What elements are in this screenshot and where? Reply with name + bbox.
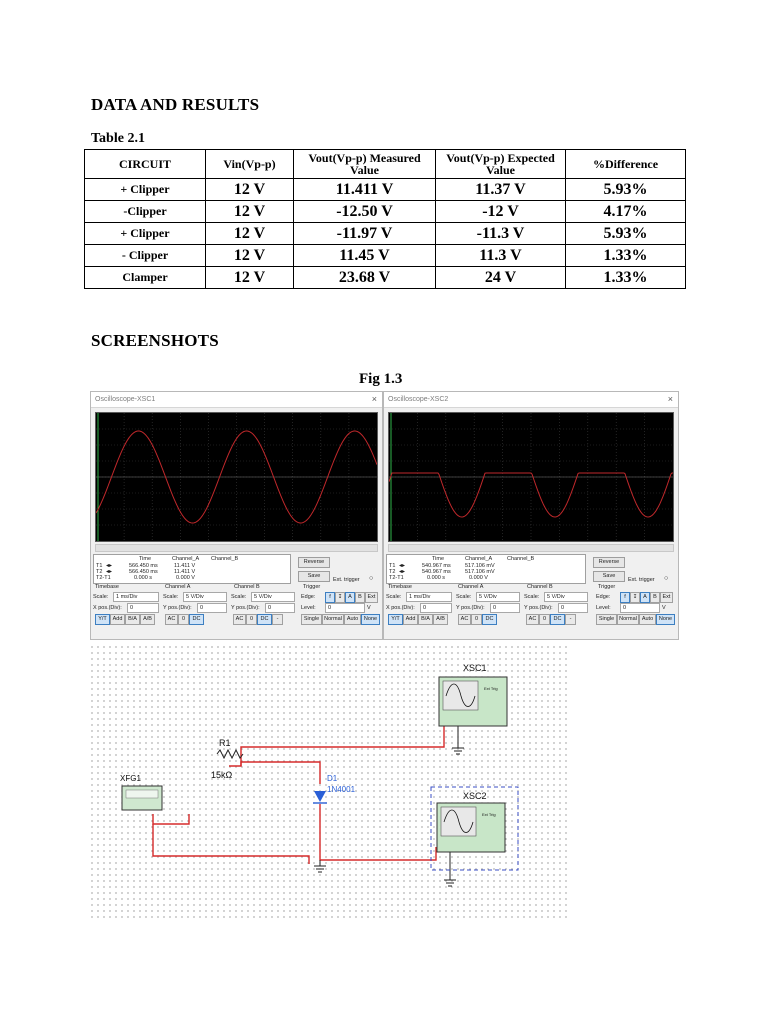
timebase-xpos-field[interactable]: 0 <box>127 603 159 613</box>
trigger-auto-button[interactable]: Auto <box>344 614 361 625</box>
table-cell: 1.33% <box>566 267 686 289</box>
readout-value: 11.411 V <box>174 563 196 569</box>
channel-a-ac-button[interactable]: AC <box>458 614 471 625</box>
field-label: Level: <box>596 605 611 611</box>
mode-add-button[interactable]: Add <box>403 614 418 625</box>
oscilloscope-xsc1-window[interactable] <box>90 391 383 640</box>
field-label: Scale: <box>93 594 109 600</box>
trigger-falling-edge-button[interactable]: ↧ <box>335 592 345 603</box>
resistor-r1-symbol[interactable] <box>217 750 243 758</box>
trigger-normal-button[interactable]: Normal <box>617 614 639 625</box>
readout-label: T2 <box>389 569 396 575</box>
readout-value: 0.000 s <box>427 575 446 581</box>
xsc1-label: XSC1 <box>463 663 487 673</box>
table-cell: 12 V <box>206 267 294 289</box>
table-row <box>85 179 686 201</box>
save-button[interactable]: Save <box>593 571 625 582</box>
readout-label: T1 <box>389 563 396 569</box>
trigger-source-ext-button[interactable]: Ext <box>365 592 378 603</box>
field-label: Scale: <box>456 594 472 600</box>
field-label: Scale: <box>386 594 402 600</box>
timebase-xpos-field[interactable]: 0 <box>420 603 452 613</box>
window-titlebar[interactable] <box>384 392 678 408</box>
trigger-source-ext-button[interactable]: Ext <box>660 592 673 603</box>
control-panel <box>386 554 676 637</box>
reverse-button[interactable]: Reverse <box>593 557 625 568</box>
channel-a-label: Channel A <box>458 584 484 590</box>
table-cell: 11.411 V <box>294 179 436 201</box>
readout-value: 566.450 ms <box>129 569 158 575</box>
close-icon[interactable]: × <box>371 394 377 404</box>
scope-plot-xsc2 <box>389 413 673 541</box>
trigger-single-button[interactable]: Single <box>596 614 617 625</box>
field-unit: V <box>662 605 666 611</box>
channel-b-scale-field[interactable]: 5 V/Div <box>251 592 295 602</box>
table-cell: -12 V <box>436 201 566 223</box>
mode-yt-button[interactable]: Y/T <box>388 614 403 625</box>
scope-plot-xsc1 <box>96 413 377 541</box>
field-label: Edge: <box>596 594 611 600</box>
channel-b-scale-field[interactable]: 5 V/Div <box>544 592 588 602</box>
channel-b-zero-button[interactable]: 0 <box>539 614 550 625</box>
r1-value-label: 15kΩ <box>211 770 233 780</box>
cursor-arrows-icon[interactable]: ◂▸ <box>399 569 406 575</box>
wire-node-to-diode <box>241 762 320 784</box>
trigger-auto-button[interactable]: Auto <box>639 614 656 625</box>
field-label: Y pos.(Div): <box>231 605 260 611</box>
window-title: Oscilloscope-XSC2 <box>388 396 449 403</box>
trigger-single-button[interactable]: Single <box>301 614 322 625</box>
readout-header: Channel_B <box>211 556 239 562</box>
readout-value: 517.106 mV <box>465 563 495 569</box>
channel-a-ac-button[interactable]: AC <box>165 614 178 625</box>
channel-a-scale-field[interactable]: 5 V/Div <box>183 592 227 602</box>
readout-value: 540.967 ms <box>422 563 451 569</box>
ground-icon <box>452 726 464 754</box>
readout-value: 11.411 V <box>174 569 196 575</box>
ext-trigger-label: Ext. trigger <box>628 577 655 583</box>
trigger-rising-edge-button[interactable]: f <box>325 592 335 603</box>
table-cell: 24 V <box>436 267 566 289</box>
table-row <box>85 267 686 289</box>
table-cell: Clamper <box>85 267 206 289</box>
d1-label: D1 <box>327 774 338 783</box>
trigger-label: Trigger <box>598 584 616 590</box>
readout-value: 540.967 ms <box>422 569 451 575</box>
table-caption: Table 2.1 <box>91 131 145 146</box>
readout-value: 0.000 V <box>176 575 195 581</box>
readout-header: Time <box>432 556 445 562</box>
table-header: Vin(Vp-p) <box>206 150 294 179</box>
channel-a-dc-button[interactable]: DC <box>189 614 204 625</box>
field-unit: V <box>367 605 371 611</box>
table-row <box>85 245 686 267</box>
table-cell: 5.93% <box>566 223 686 245</box>
channel-a-zero-button[interactable]: 0 <box>471 614 482 625</box>
table-cell: 11.37 V <box>436 179 566 201</box>
save-button[interactable]: Save <box>298 571 330 582</box>
timebase-scale-field[interactable]: 1 ms/Div <box>406 592 452 602</box>
channel-b-minus-button[interactable]: - <box>565 614 576 625</box>
field-label: Y pos.(Div): <box>163 605 192 611</box>
mode-ba-button[interactable]: B/A <box>418 614 433 625</box>
channel-b-ypos-field[interactable]: 0 <box>558 603 588 613</box>
trigger-none-button[interactable]: None <box>656 614 675 625</box>
channel-b-ac-button[interactable]: AC <box>526 614 539 625</box>
table-cell: - Clipper <box>85 245 206 267</box>
trigger-source-a-button[interactable]: A <box>345 592 355 603</box>
table-row <box>85 201 686 223</box>
field-label: Y pos.(Div): <box>456 605 485 611</box>
table-header: Vout(Vp-p) Expected Value <box>436 150 566 179</box>
channel-b-zero-button[interactable]: 0 <box>246 614 257 625</box>
timebase-label: Timebase <box>95 584 119 590</box>
table-cell: -Clipper <box>85 201 206 223</box>
field-label: Scale: <box>524 594 540 600</box>
timebase-scale-field[interactable]: 1 ms/Div <box>113 592 159 602</box>
window-title: Oscilloscope-XSC1 <box>95 396 156 403</box>
table-cell: + Clipper <box>85 223 206 245</box>
function-generator-face <box>126 790 158 798</box>
table-cell: 11.3 V <box>436 245 566 267</box>
table-cell: -11.3 V <box>436 223 566 245</box>
mode-yt-button[interactable]: Y/T <box>95 614 110 625</box>
channel-a-dc-button[interactable]: DC <box>482 614 497 625</box>
schematic-canvas <box>89 644 567 922</box>
horizontal-scrollbar[interactable] <box>95 544 378 552</box>
trigger-falling-edge-button[interactable]: ↧ <box>630 592 640 603</box>
table-cell: 4.17% <box>566 201 686 223</box>
channel-a-ypos-field[interactable]: 0 <box>197 603 227 613</box>
field-label: Scale: <box>231 594 247 600</box>
trigger-rising-edge-button[interactable]: f <box>620 592 630 603</box>
field-label: Edge: <box>301 594 316 600</box>
readout-header: Channel_A <box>172 556 200 562</box>
table-header: %Difference <box>566 150 686 179</box>
field-label: X pos.(Div): <box>386 605 415 611</box>
channel-a-label: Channel A <box>165 584 191 590</box>
cursor-arrows-icon[interactable]: ◂▸ <box>106 563 113 569</box>
oscilloscope-xsc2-window[interactable] <box>383 391 679 640</box>
diode-d1-symbol[interactable] <box>314 791 326 802</box>
readout-header: Channel_A <box>465 556 493 562</box>
reverse-button[interactable]: Reverse <box>298 557 330 568</box>
table-cell: 1.33% <box>566 245 686 267</box>
trigger-none-button[interactable]: None <box>361 614 380 625</box>
trigger-level-field[interactable]: 0 <box>620 603 660 613</box>
readout-label: T2 <box>96 569 103 575</box>
ext-trig-label: Ext Trig <box>484 686 498 691</box>
channel-b-dc-button[interactable]: DC <box>257 614 272 625</box>
cursor-arrows-icon[interactable]: ◂▸ <box>106 569 113 575</box>
table-header: CIRCUIT <box>85 150 206 179</box>
cursor-readout <box>93 554 291 584</box>
mode-ab-button[interactable]: A/B <box>140 614 155 625</box>
ground-icon <box>314 860 326 872</box>
channel-a-scale-field[interactable]: 5 V/Div <box>476 592 520 602</box>
wires <box>153 726 444 864</box>
channel-b-label: Channel B <box>527 584 553 590</box>
table-cell: 23.68 V <box>294 267 436 289</box>
readout-header: Channel_B <box>507 556 535 562</box>
table-cell: 12 V <box>206 223 294 245</box>
table-cell: 12 V <box>206 245 294 267</box>
ground-icon <box>444 847 456 886</box>
trigger-label: Trigger <box>303 584 321 590</box>
table-cell: -11.97 V <box>294 223 436 245</box>
horizontal-scrollbar[interactable] <box>388 544 674 552</box>
field-label: Level: <box>301 605 316 611</box>
ext-trigger-terminal-icon[interactable]: ○ <box>369 575 374 582</box>
table-cell: 5.93% <box>566 179 686 201</box>
scope-screen <box>95 412 378 542</box>
table-header: Vout(Vp-p) Measured Value <box>294 150 436 179</box>
field-label: Scale: <box>163 594 179 600</box>
channel-b-dc-button[interactable]: DC <box>550 614 565 625</box>
table-cell: 12 V <box>206 179 294 201</box>
readout-value: 517.106 mV <box>465 569 495 575</box>
wire-xfg-bottom <box>153 814 189 824</box>
table-cell: + Clipper <box>85 179 206 201</box>
readout-label: T2-T1 <box>389 575 404 581</box>
ext-trigger-terminal-icon[interactable]: ○ <box>664 575 669 582</box>
mode-add-button[interactable]: Add <box>110 614 125 625</box>
d1-part-label: 1N4001 <box>327 785 356 794</box>
mode-ba-button[interactable]: B/A <box>125 614 140 625</box>
screenshots-title: SCREENSHOTS <box>91 331 219 350</box>
table-cell: -12.50 V <box>294 201 436 223</box>
readout-value: 0.000 V <box>469 575 488 581</box>
ext-trigger-label: Ext. trigger <box>333 577 360 583</box>
figure-title: Fig 1.3 <box>359 371 403 387</box>
mode-ab-button[interactable]: A/B <box>433 614 448 625</box>
field-label: Y pos.(Div): <box>524 605 553 611</box>
circuit-schematic <box>89 644 567 922</box>
trigger-source-b-button[interactable]: B <box>650 592 660 603</box>
table-cell: 12 V <box>206 201 294 223</box>
timebase-label: Timebase <box>388 584 412 590</box>
ext-trig-label: Ext Trig <box>482 812 496 817</box>
wire-diode-to-xsc2 <box>320 804 436 860</box>
xsc2-label: XSC2 <box>463 791 487 801</box>
cursor-arrows-icon[interactable]: ◂▸ <box>399 563 406 569</box>
wire-xfg-ground-return <box>153 824 309 864</box>
table-row <box>85 223 686 245</box>
cursor-readout <box>386 554 586 584</box>
field-label: X pos.(Div): <box>93 605 122 611</box>
readout-label: T2-T1 <box>96 575 111 581</box>
readout-label: T1 <box>96 563 103 569</box>
trigger-normal-button[interactable]: Normal <box>322 614 344 625</box>
table-header-row <box>85 150 686 179</box>
readout-value: 566.450 ms <box>129 563 158 569</box>
channel-b-ypos-field[interactable]: 0 <box>265 603 295 613</box>
trigger-source-b-button[interactable]: B <box>355 592 365 603</box>
control-panel <box>93 554 380 637</box>
channel-b-label: Channel B <box>234 584 260 590</box>
window-titlebar[interactable] <box>91 392 382 408</box>
channel-b-ac-button[interactable]: AC <box>233 614 246 625</box>
close-icon[interactable]: × <box>667 394 673 404</box>
xfg1-label: XFG1 <box>120 774 141 783</box>
readout-header: Time <box>139 556 152 562</box>
readout-value: 0.000 s <box>134 575 153 581</box>
table-cell: 11.45 V <box>294 245 436 267</box>
results-table <box>84 149 686 289</box>
scope-screen <box>388 412 674 542</box>
wire-r1-to-xsc1 <box>314 726 444 747</box>
channel-a-zero-button[interactable]: 0 <box>178 614 189 625</box>
channel-a-ypos-field[interactable]: 0 <box>490 603 520 613</box>
trigger-source-a-button[interactable]: A <box>640 592 650 603</box>
trigger-level-field[interactable]: 0 <box>325 603 365 613</box>
channel-b-minus-button[interactable]: - <box>272 614 283 625</box>
section-title: DATA AND RESULTS <box>91 95 260 114</box>
r1-label: R1 <box>219 738 231 748</box>
